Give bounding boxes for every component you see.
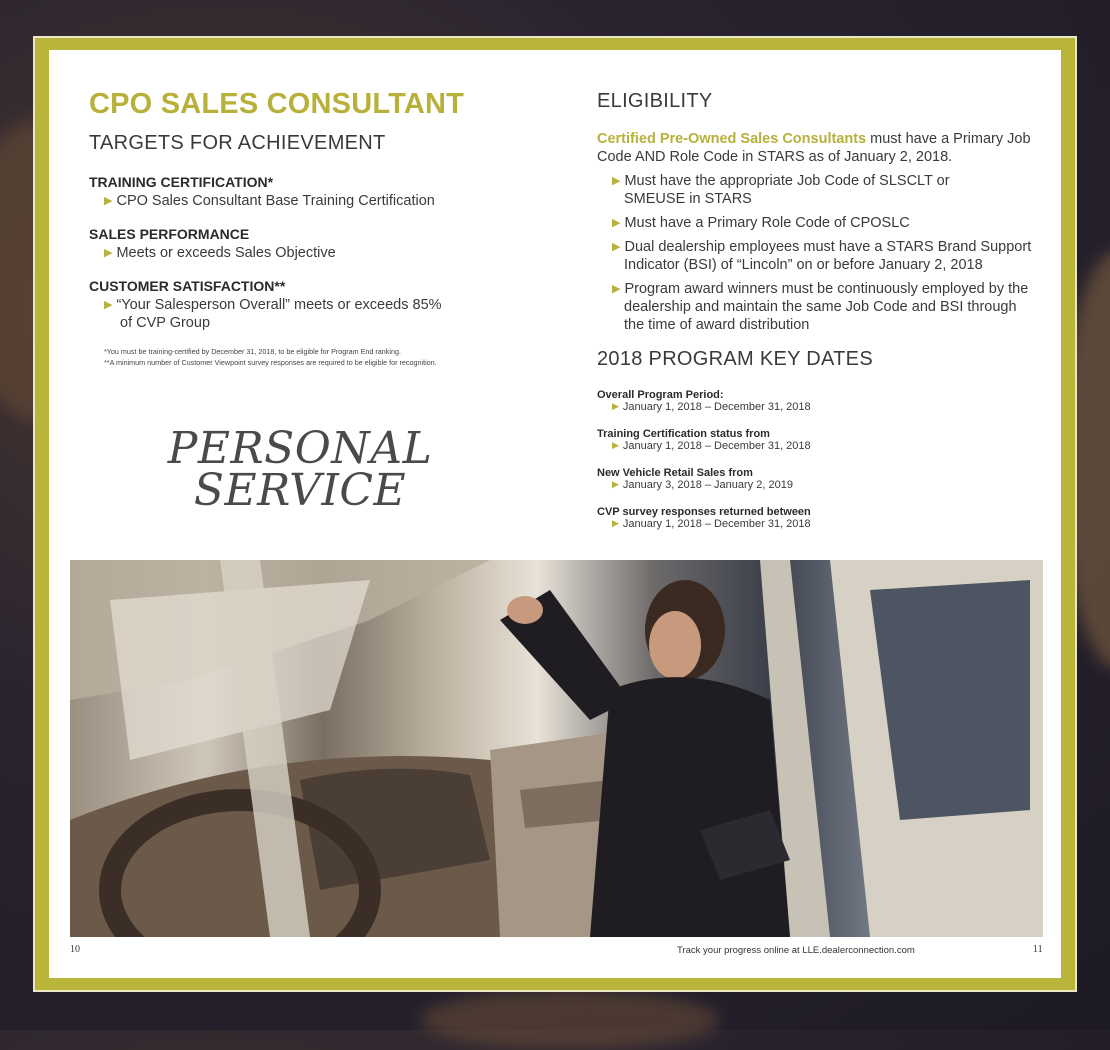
bullet-triangle-icon: ▶: [612, 241, 621, 253]
key-dates-list: [597, 389, 1037, 530]
key-date-item: [597, 428, 1037, 452]
footnotes: [104, 346, 544, 368]
key-date-value: ▶ January 1, 2018 – December 31, 2018: [612, 440, 811, 452]
target-section: [89, 226, 529, 262]
key-date-value: ▶ January 1, 2018 – December 31, 2018: [612, 518, 811, 530]
page-title: CPO SALES CONSULTANT: [89, 88, 465, 120]
eligibility-intro-text: must have a Primary Job: [866, 131, 1031, 147]
key-date-label: Training Certification status from: [597, 428, 770, 440]
tracking-link-text: Track your progress online at LLE.dealerconnection.com: [677, 945, 915, 956]
key-date-item: [597, 467, 1037, 491]
target-section: [89, 278, 529, 332]
bullet-triangle-icon: ▶: [612, 401, 619, 411]
eligibility-bullet: ▶ Program award winners must be continuously employed by the dealership and maintain the same Job Code and BSI through the time of award distribution: [612, 281, 1029, 333]
targets-list: [89, 174, 529, 332]
bullet-triangle-icon: ▶: [104, 195, 113, 207]
tagline-line: PERSONAL: [167, 423, 433, 474]
section-item: ▶ “Your Salesperson Overall” meets or exceeds 85%: [104, 297, 442, 313]
eligibility-intro-accent: Certified Pre-Owned Sales Consultants: [597, 131, 867, 147]
eligibility-intro-text: Code AND Role Code in STARS as of January 2, 2018.: [597, 149, 953, 165]
key-date-value: ▶ January 3, 2018 – January 2, 2019: [612, 479, 793, 491]
section-item: ▶ CPO Sales Consultant Base Training Certification: [104, 193, 435, 209]
bullet-triangle-icon: ▶: [612, 175, 621, 187]
tagline-line: SERVICE: [193, 465, 407, 516]
bullet-triangle-icon: ▶: [612, 479, 619, 489]
eligibility-bullet: ▶ Must have a Primary Role Code of CPOSLC: [612, 215, 910, 231]
car-interior-illustration: [70, 560, 1043, 937]
footnote: *You must be training-certified by December 31, 2018, to be eligible for Program End ranking.: [104, 347, 401, 356]
footnote: **A minimum number of Customer Viewpoint survey responses are required to be eligible for recognition.: [104, 358, 437, 367]
bullet-triangle-icon: ▶: [612, 283, 621, 295]
tagline: [150, 423, 450, 516]
target-section: [89, 174, 529, 210]
key-date-label: Overall Program Period:: [597, 389, 724, 401]
key-dates-heading: 2018 PROGRAM KEY DATES: [597, 348, 873, 370]
key-date-value: ▶ January 1, 2018 – December 31, 2018: [612, 401, 811, 413]
section-item: ▶ Meets or exceeds Sales Objective: [104, 245, 336, 261]
page-number-left: 10: [70, 944, 80, 955]
section-heading: SALES PERFORMANCE: [89, 226, 250, 242]
bullet-triangle-icon: ▶: [104, 247, 113, 259]
eligibility-intro: [597, 130, 1047, 166]
background-blur: [420, 990, 720, 1050]
key-date-label: New Vehicle Retail Sales from: [597, 467, 753, 479]
page-number-right: 11: [1033, 944, 1043, 955]
bullet-triangle-icon: ▶: [612, 217, 621, 229]
section-heading: CUSTOMER SATISFACTION**: [89, 278, 286, 294]
page-subtitle: TARGETS FOR ACHIEVEMENT: [89, 132, 386, 154]
bullet-triangle-icon: ▶: [612, 518, 619, 528]
key-date-item: [597, 506, 1037, 530]
section-heading: TRAINING CERTIFICATION*: [89, 174, 274, 190]
bullet-triangle-icon: ▶: [612, 440, 619, 450]
bullet-triangle-icon: ▶: [104, 299, 113, 311]
key-date-label: CVP survey responses returned between: [597, 506, 811, 518]
eligibility-bullet: ▶ Must have the appropriate Job Code of SLSCLT or SMEUSE in STARS: [612, 173, 950, 207]
hero-photo: [70, 560, 1043, 937]
eligibility-bullet: ▶ Dual dealership employees must have a STARS Brand Support Indicator (BSI) of “Lincoln” on or before January 2, 2018: [612, 239, 1032, 273]
section-item-continued: of CVP Group: [120, 315, 211, 331]
key-date-item: [597, 389, 1037, 413]
eligibility-bullets: [612, 172, 1052, 334]
eligibility-heading: ELIGIBILITY: [597, 90, 713, 112]
